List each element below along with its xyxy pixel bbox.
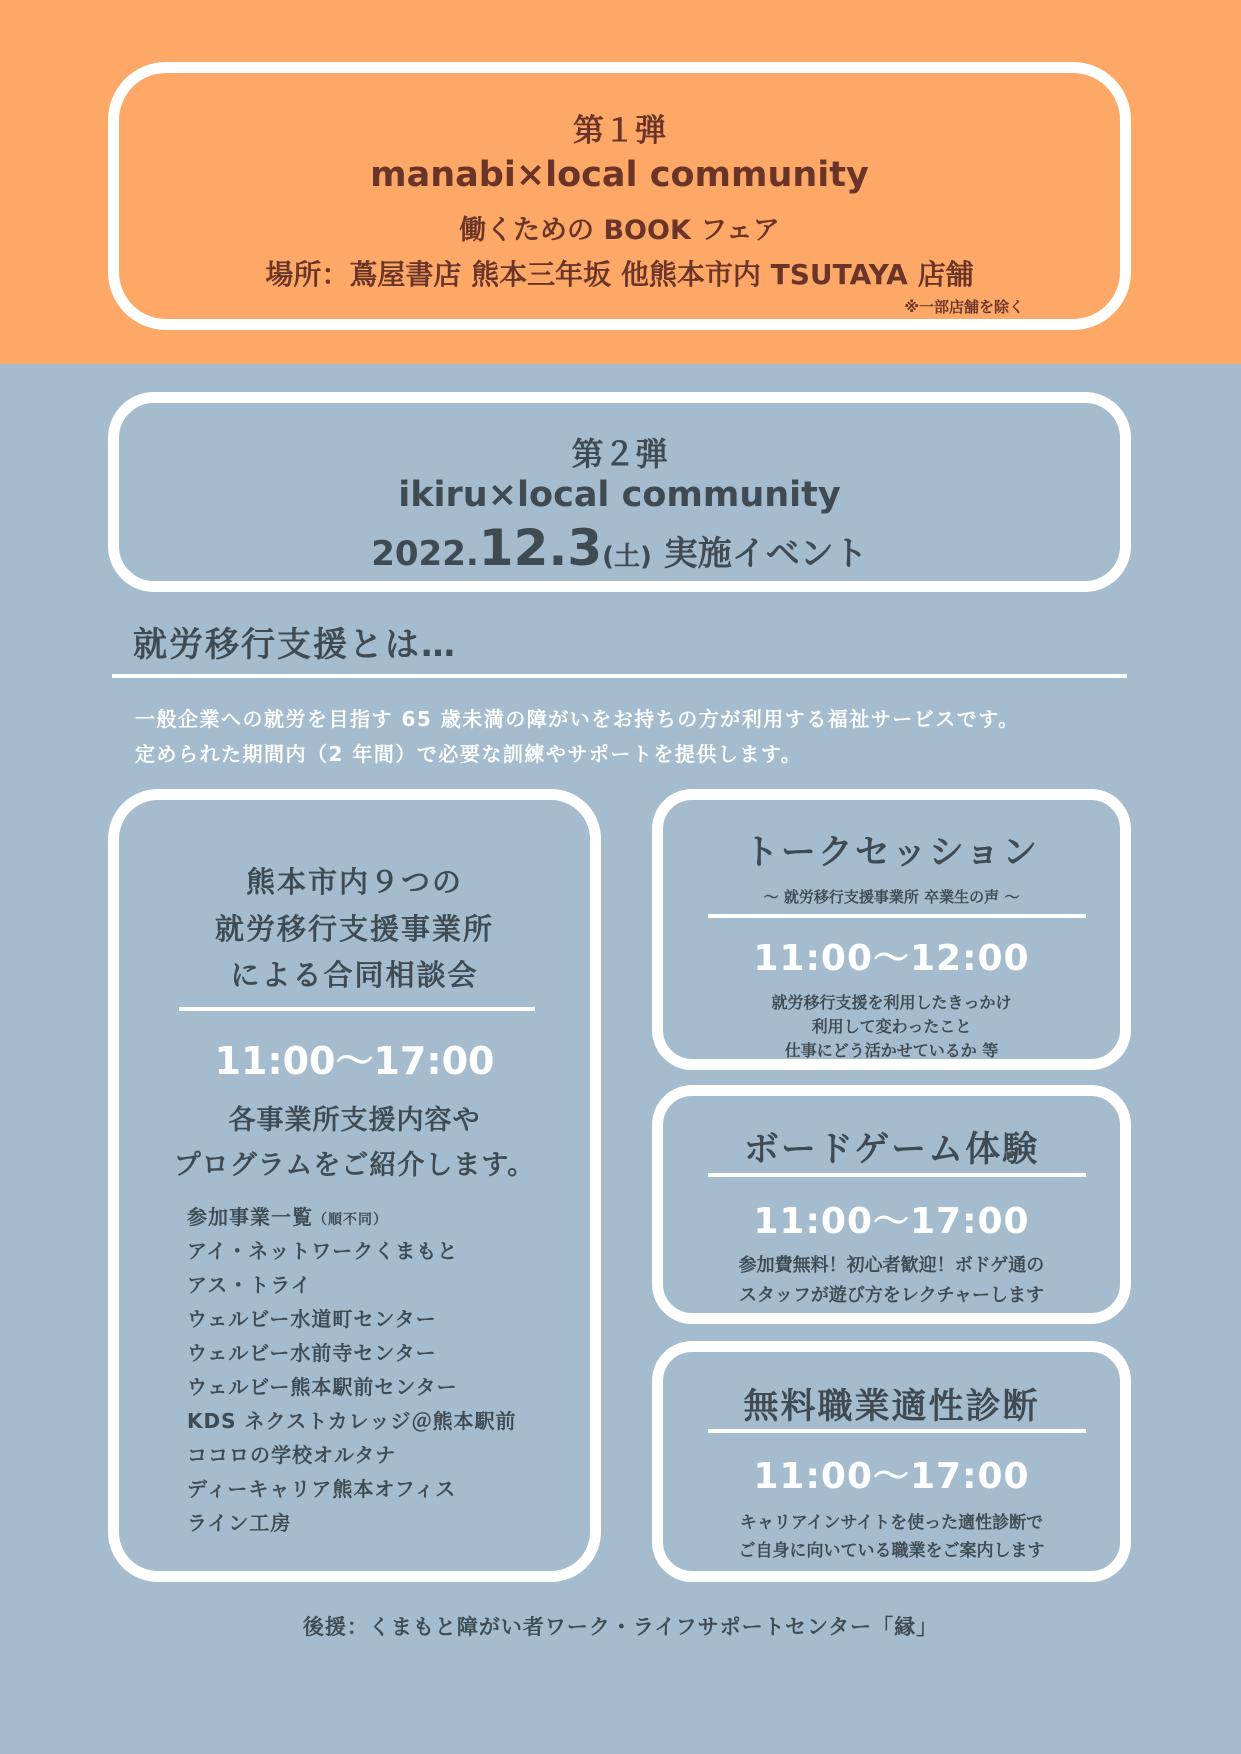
list-title-note: （順不同） [313, 1212, 388, 1228]
part1-box [108, 62, 1131, 330]
part1-label: 第１弾 [573, 113, 666, 149]
aptitude-divider [708, 1429, 1086, 1433]
aptitude-box [652, 1341, 1131, 1582]
date-main: 12.3 [478, 519, 603, 577]
part2-box [108, 392, 1131, 592]
boardgame-time: 11:00～17:00 [753, 1201, 1030, 1242]
boardgame-divider [708, 1173, 1086, 1177]
aptitude-title: 無料職業適性診断 [743, 1387, 1040, 1427]
boardgame-box [652, 1085, 1131, 1324]
participant-list-title [187, 1200, 516, 1234]
consultation-desc-1: 各事業所支援内容や [228, 1105, 481, 1136]
talk-session-box [652, 789, 1131, 1070]
list-item: アス・トライ [187, 1273, 312, 1297]
list-item: アイ・ネットワークくまもと [187, 1239, 459, 1263]
consultation-divider [179, 1007, 535, 1011]
talk-title: トークセッション [743, 833, 1040, 873]
date-dot: . [465, 534, 479, 574]
part1-note: ※一部店舗を除く [904, 298, 1024, 316]
participant-list [187, 1200, 516, 1540]
date-suffix: 実施イベント [663, 534, 868, 574]
part1-title: manabi×local community [370, 155, 869, 195]
consultation-heading-3: による合同相談会 [230, 958, 479, 992]
list-item: ディーキャリア熊本オフィス [187, 1477, 457, 1501]
talk-divider [708, 914, 1086, 918]
talk-line-2: 利用して変わったこと [811, 1017, 972, 1036]
section-title: 就労移行支援とは… [133, 625, 457, 665]
consultation-desc-2: プログラムをご紹介します。 [173, 1150, 536, 1181]
talk-time: 11:00～12:00 [753, 938, 1030, 979]
part2-title: ikiru×local community [398, 475, 841, 515]
part2-label: 第２弾 [571, 435, 668, 473]
aptitude-line-2: ご自身に向いている職業をご案内します [738, 1541, 1045, 1561]
part1-subtitle: 働くための BOOK フェア [459, 215, 780, 246]
part1-location: 場所：蔦屋書店 熊本三年坂 他熊本市内 TSUTAYA 店舗 [265, 258, 974, 291]
list-item: ライン工房 [187, 1511, 292, 1535]
boardgame-line-1: 参加費無料！初心者歓迎！ボドゲ通の [738, 1255, 1045, 1276]
consultation-heading-2: 就労移行支援事業所 [214, 912, 494, 946]
section-desc-1: 一般企業への就労を目指す 65 歳未満の障がいをお持ちの方が利用する福祉サービスです。 [135, 707, 1020, 731]
consultation-box [108, 789, 601, 1582]
section-divider [112, 674, 1127, 678]
consultation-time: 11:00～17:00 [214, 1039, 495, 1083]
list-item: ウェルビー熊本駅前センター [187, 1375, 458, 1399]
sponsor-footer: 後援：くまもと障がい者ワーク・ライフサポートセンター「縁」 [302, 1615, 939, 1639]
boardgame-title: ボードゲーム体験 [743, 1130, 1040, 1170]
list-item: ウェルビー水前寺センター [187, 1341, 437, 1365]
consultation-heading-1: 熊本市内９つの [245, 865, 463, 899]
boardgame-line-2: スタッフが遊び方をレクチャーします [738, 1285, 1045, 1306]
aptitude-line-1: キャリアインサイトを使った適性診断で [739, 1513, 1044, 1533]
list-item: ウェルビー水道町センター [187, 1307, 437, 1331]
talk-line-1: 就労移行支援を利用したきっかけ [771, 993, 1012, 1012]
talk-subtitle: ～ 就労移行支援事業所 卒業生の声 ～ [763, 888, 1020, 906]
aptitude-time: 11:00～17:00 [753, 1456, 1030, 1497]
date-year: 2022 [371, 534, 466, 574]
list-item: ココロの学校オルタナ [187, 1443, 397, 1467]
date-day: (土) [602, 542, 652, 572]
list-title-text: 参加事業一覧 [187, 1205, 313, 1229]
list-item: KDS ネクストカレッジ＠熊本駅前 [187, 1409, 517, 1433]
section-desc-2: 定められた期間内（2 年間）で必要な訓練やサポートを提供します。 [135, 742, 803, 766]
talk-line-3: 仕事にどう活かせているか 等 [784, 1041, 999, 1060]
part2-date [119, 519, 1120, 577]
